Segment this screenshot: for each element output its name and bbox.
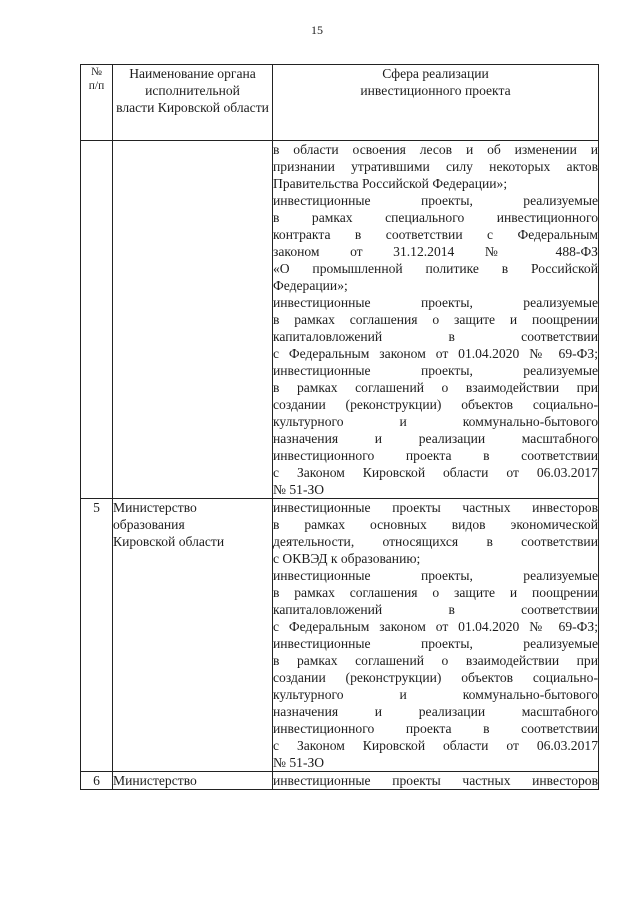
header-scope-line: Сфера реализации: [382, 66, 489, 81]
scope-text-line: с ОКВЭД к образованию;: [273, 551, 421, 566]
scope-text-line: культурного и коммунально-бытового: [273, 687, 598, 702]
investment-scope-table: [80, 64, 599, 790]
scope-text-line: инвестиционные проекты, реализуемые: [273, 193, 598, 208]
header-number-abbrev: п/п: [88, 80, 105, 92]
page-number: 15: [311, 23, 323, 37]
scope-text-line: в рамках основных видов экономической: [273, 517, 598, 532]
row-number-cell: [81, 141, 113, 499]
table-body: [81, 141, 599, 790]
header-authority-line: власти Кировской области: [116, 100, 269, 115]
authority-name-line: Кировской области: [113, 534, 225, 549]
scope-text-line: инвестиционные проекты, реализуемые: [273, 636, 598, 651]
scope-text-line: создании (реконструкции) объектов социально-: [273, 670, 598, 685]
scope-text-line: с Федеральным законом от 01.04.2020 № 69-ФЗ;: [273, 346, 598, 361]
scope-text-line: инвестиционные проекты, реализуемые: [273, 363, 598, 378]
scope-text-line: с Законом Кировской области от 06.03.2017: [273, 738, 598, 753]
scope-text-line: № 51-ЗО: [273, 482, 325, 497]
scope-text-line: в рамках соглашения о защите и поощрении: [273, 312, 598, 327]
scope-text-line: в рамках соглашений о взаимодействии при: [273, 380, 598, 395]
scope-text-line: контракта в соответствии с Федеральным: [273, 227, 598, 242]
scope-text-line: законом от 31.12.2014 № 488-ФЗ: [273, 244, 598, 259]
authority-name-cell: [113, 141, 273, 499]
scope-text-line: капиталовложений в соответствии: [273, 602, 598, 617]
header-authority-column: [113, 65, 273, 141]
scope-text-line: в рамках специального инвестиционного: [273, 210, 598, 225]
scope-text-line: № 51-ЗО: [273, 755, 325, 770]
scope-text-line: признании утратившими силу некоторых актов: [273, 159, 598, 174]
scope-text-line: инвестиционные проекты, реализуемые: [273, 568, 598, 583]
authority-name-cell: [113, 499, 273, 772]
scope-text-line: инвестиционные проекты частных инвесторов: [273, 500, 598, 515]
row-number: 5: [93, 500, 100, 515]
scope-text-line: инвестиционные проекты частных инвесторов: [273, 773, 598, 788]
scope-text-line: с Федеральным законом от 01.04.2020 № 69-ФЗ;: [273, 619, 598, 634]
scope-text-line: в области освоения лесов и об изменении и: [273, 142, 598, 157]
header-authority-line: исполнительной: [145, 83, 240, 98]
scope-text-line: создании (реконструкции) объектов социально-: [273, 397, 598, 412]
scope-text-line: инвестиционного проекта в соответствии: [273, 721, 598, 736]
scope-text-line: «О промышленной политике в Российской: [273, 261, 598, 276]
scope-text-line: назначения и реализации масштабного: [273, 431, 598, 446]
scope-cell: [273, 499, 599, 772]
scope-text-line: капиталовложений в соответствии: [273, 329, 598, 344]
scope-text-line: Правительства Российской Федерации»;: [273, 176, 508, 191]
scope-text-line: Федерации»;: [273, 278, 348, 293]
scope-text-line: с Законом Кировской области от 06.03.2017: [273, 465, 598, 480]
table-header-row: [81, 65, 599, 141]
scope-text-line: инвестиционные проекты, реализуемые: [273, 295, 598, 310]
scope-text-line: деятельности, относящихся в соответствии: [273, 534, 598, 549]
scope-cell: [273, 141, 599, 499]
table-row: [81, 499, 599, 772]
scope-text-line: назначения и реализации масштабного: [273, 704, 598, 719]
header-scope-line: инвестиционного проекта: [360, 83, 511, 98]
row-number: 6: [93, 773, 100, 788]
table-row: [81, 141, 599, 499]
authority-name-line: Министерство: [113, 773, 197, 788]
table-row: [81, 772, 599, 790]
scope-text-line: инвестиционного проекта в соответствии: [273, 448, 598, 463]
authority-name-cell: [113, 772, 273, 790]
header-authority-line: Наименование органа: [129, 66, 256, 81]
authority-name-line: образования: [113, 517, 185, 532]
scope-text-line: в рамках соглашений о взаимодействии при: [273, 653, 598, 668]
scope-text-line: в рамках соглашения о защите и поощрении: [273, 585, 598, 600]
row-number-cell: [81, 499, 113, 772]
scope-cell: [273, 772, 599, 790]
authority-name-line: Министерство: [113, 500, 197, 515]
header-number-column: [81, 65, 113, 141]
scope-text-line: культурного и коммунально-бытового: [273, 414, 598, 429]
header-number-symbol: №: [91, 66, 102, 78]
row-number-cell: [81, 772, 113, 790]
header-scope-column: [273, 65, 599, 141]
